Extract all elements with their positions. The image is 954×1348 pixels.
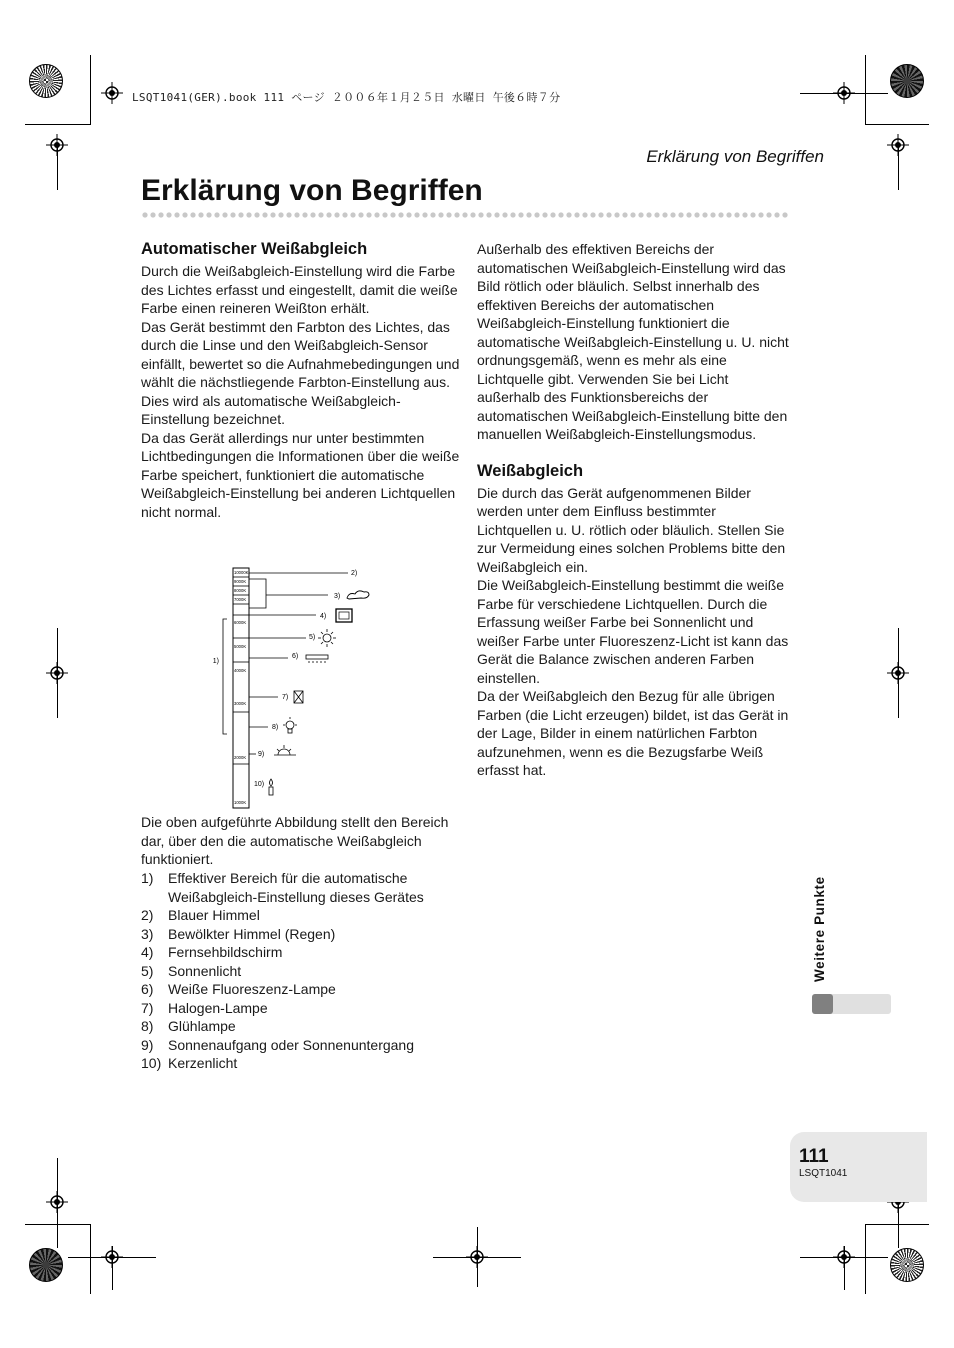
diagram-legend bbox=[141, 869, 471, 1073]
scale-label: 4000K bbox=[234, 668, 247, 673]
list-item bbox=[141, 906, 471, 925]
scale-label: 1000K bbox=[234, 800, 247, 805]
document-code: LSQT1041 bbox=[799, 1168, 848, 1179]
legend-text: Bewölkter Himmel (Regen) bbox=[168, 925, 336, 942]
scale-label: 2000K bbox=[234, 755, 247, 760]
legend-text: Weiße Fluoreszenz-Lampe bbox=[168, 981, 336, 997]
effective-range-bracket bbox=[223, 619, 227, 734]
section-heading: Weißabgleich bbox=[477, 461, 584, 480]
paragraph: Die Weißabgleich-Einstellung bestimmt die weiße Farbe für verschiedene Lichtquellen. Durch die Erfassung weißer Farbe bei Sonnenlicht und weißer Farbe unter Fluoreszenz-Licht ist kann das Gerät die Balance zwischen anderen Farben einstellen. bbox=[477, 577, 789, 686]
callout-label: 4) bbox=[320, 613, 327, 620]
legend-number: 2) bbox=[141, 907, 154, 923]
cloud-icon bbox=[347, 591, 369, 599]
tv-screen-icon bbox=[336, 609, 352, 622]
list-item bbox=[141, 962, 471, 981]
legend-text: Sonnenaufgang oder Sonnenuntergang bbox=[168, 1036, 414, 1053]
paragraph: Die durch das Gerät aufgenommenen Bilder werden unter dem Einfluss bestimmter Lichtquellen u. U. rötlich oder bläulich. Stellen Sie zur Vermeidung eines solchen Problems bitte den Weißabgleich ein. bbox=[477, 484, 786, 575]
list-item bbox=[141, 943, 471, 962]
legend-text: Effektiver Bereich für die automatische Weißabgleich-Einstellung dieses Gerätes bbox=[168, 870, 424, 905]
section-auto-white-balance bbox=[141, 240, 461, 521]
halogen-lamp-icon bbox=[294, 691, 303, 703]
registration-disc-icon bbox=[29, 64, 63, 98]
print-header: LSQT1041(GER).book 111 ページ ２００６年１月２５日 水曜日 午後６時７分 bbox=[132, 91, 561, 104]
callout-label: 5) bbox=[309, 634, 316, 641]
legend-text: Kerzenlicht bbox=[168, 1055, 238, 1071]
running-head: Erklärung von Begriffen bbox=[646, 147, 824, 166]
registration-disc-icon bbox=[29, 1248, 63, 1282]
paragraph: Dies wird als automatische Weißabgleich-Einstellung bezeichnet. bbox=[141, 392, 401, 427]
callout-label: 2) bbox=[351, 570, 358, 577]
legend-number: 5) bbox=[141, 962, 154, 979]
list-item bbox=[141, 1054, 471, 1073]
legend-number: 7) bbox=[141, 999, 154, 1016]
callout-label: 8) bbox=[272, 724, 279, 731]
paragraph: Durch die Weißabgleich-Einstellung wird die Farbe des Lichtes erfasst und eingestellt, damit die weiße Farbe einen reineren Weißton erhält. bbox=[141, 263, 458, 316]
scale-label: 9000K bbox=[234, 579, 247, 584]
scale-label: 10000K bbox=[234, 570, 249, 575]
legend-number: 1) bbox=[141, 870, 154, 886]
title-dot-rule bbox=[141, 211, 789, 219]
legend-text: Halogen-Lampe bbox=[168, 999, 268, 1016]
scale-label: 3000K bbox=[234, 701, 247, 706]
candle-icon bbox=[269, 779, 273, 795]
callout-label: 1) bbox=[212, 658, 219, 665]
chapter-tab-label: Weitere Punkte bbox=[812, 876, 827, 982]
paragraph: Da der Weißabgleich den Bezug für alle übrigen Farben (die Licht erzeugen) bildet, ist das Gerät in der Lage, Bilder in einem natürlichen Farbton aufzunehmen, wenn es die Bezugsfarbe Weiß erfasst hat. bbox=[477, 688, 789, 778]
paragraph: Außerhalb des effektiven Bereichs der automatischen Weißabgleich-Einstellung wird das Bild rötlich oder bläulich. Selbst innerhalb des effektiven Bereichs der automatischen Weißabgleich-Einstellung funktioniert die automatische Weißabgleich-Einstellung u. U. nicht ordnungsgemäß, wenn es mehr als eine Lichtquelle gibt. Verwenden Sie bei Licht außerhalb des Funktionsbereichs der automatischen Weißabgleich-Einstellung bitte den manuellen Weißabgleich-Einstellungsmodus. bbox=[477, 241, 789, 442]
scale-label: 5000K bbox=[234, 644, 247, 649]
chapter-tab bbox=[812, 862, 834, 982]
callout-label: 7) bbox=[282, 694, 289, 701]
section-heading: Automatischer Weißabgleich bbox=[141, 240, 368, 258]
list-item bbox=[141, 980, 471, 999]
list-item bbox=[141, 925, 471, 944]
fluorescent-lamp-icon bbox=[306, 655, 328, 663]
color-temperature-diagram bbox=[210, 562, 380, 812]
crosshair-icon bbox=[101, 82, 123, 104]
list-item bbox=[141, 999, 471, 1018]
list-item bbox=[141, 869, 471, 906]
scale-label: 7000K bbox=[234, 597, 247, 602]
legend-number: 9) bbox=[141, 1036, 154, 1053]
callout-label: 3) bbox=[334, 593, 341, 600]
legend-number: 3) bbox=[141, 925, 154, 942]
light-bulb-icon bbox=[283, 717, 297, 733]
section-body bbox=[477, 484, 792, 780]
scale-label: 8000K bbox=[234, 588, 247, 593]
legend-text: Blauer Himmel bbox=[168, 907, 260, 923]
legend-number: 8) bbox=[141, 1018, 154, 1034]
legend-text: Fernsehbildschirm bbox=[168, 944, 283, 960]
legend-number: 10) bbox=[141, 1055, 162, 1071]
chapter-index-marker bbox=[812, 994, 833, 1014]
diagram-caption: Die oben aufgeführte Abbildung stellt den Bereich dar, über den die automatische Weißabgleich funktioniert. bbox=[141, 814, 449, 867]
scale-label: 6000K bbox=[234, 620, 247, 625]
section-body bbox=[141, 262, 461, 521]
page-number: 111 bbox=[799, 1146, 829, 1167]
list-item bbox=[141, 1036, 471, 1055]
registration-disc-icon bbox=[890, 64, 924, 98]
registration-disc-icon bbox=[890, 1248, 924, 1282]
sun-icon bbox=[318, 629, 336, 647]
legend-text: Glühlampe bbox=[168, 1018, 236, 1034]
callout-label: 6) bbox=[292, 653, 299, 660]
list-item bbox=[141, 1017, 471, 1036]
legend-number: 4) bbox=[141, 944, 154, 960]
callout-label: 10) bbox=[254, 781, 265, 788]
sunrise-icon bbox=[274, 745, 296, 755]
right-column bbox=[477, 240, 792, 780]
paragraph: Das Gerät bestimmt den Farbton des Lichtes, das durch die Linse und den Weißabgleich-Sensor einfällt, bewertet so die Aufnahmebedingungen und wählt die nächstliegende Farbton-Einstellung aus. bbox=[141, 318, 460, 390]
legend-text: Sonnenlicht bbox=[168, 962, 242, 979]
paragraph: Da das Gerät allerdings nur unter bestimmten Lichtbedingungen die Informationen über die weiße Farbe speichert, funktioniert die automatische Weißabgleich-Einstellung bei anderen Lichtquellen nicht normal. bbox=[141, 429, 460, 520]
callout-label: 9) bbox=[258, 751, 265, 758]
legend-number: 6) bbox=[141, 981, 154, 997]
page-title: Erklärung von Begriffen bbox=[141, 174, 483, 207]
